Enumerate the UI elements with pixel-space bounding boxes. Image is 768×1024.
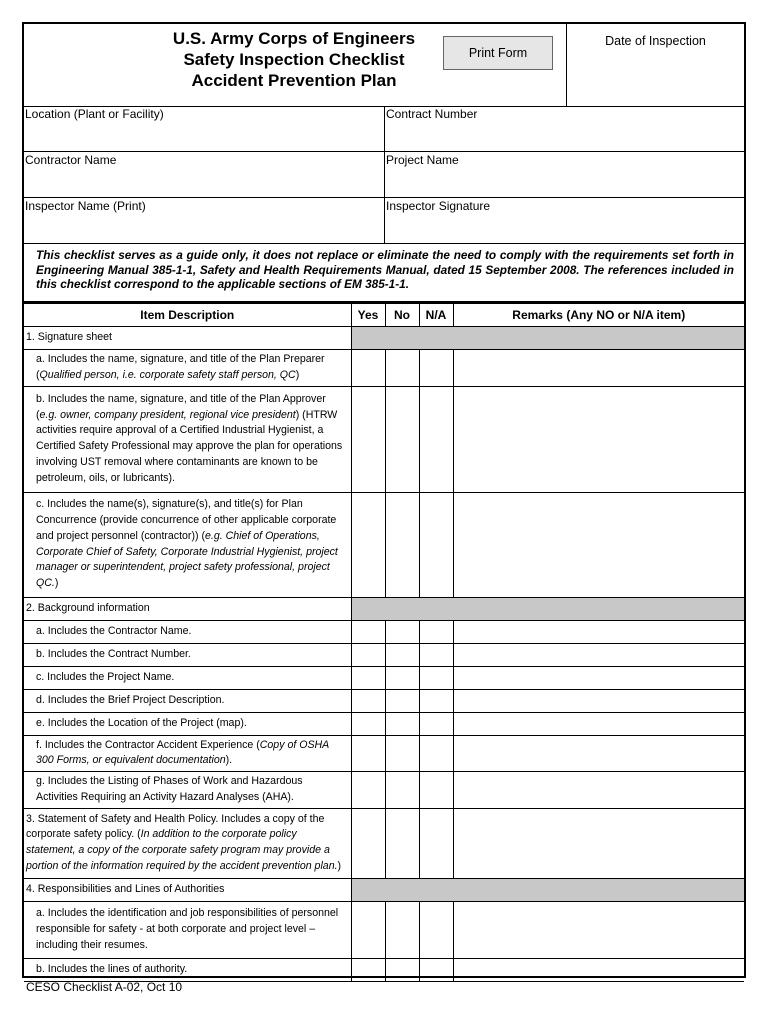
item-text-italic: Qualified person, i.e. corporate safety staff person, QC <box>39 368 296 381</box>
yes-cell[interactable] <box>351 643 385 666</box>
na-cell[interactable] <box>419 901 453 958</box>
item-text: f. Includes the Contractor Accident Experience ( <box>36 738 260 751</box>
table-row <box>24 958 744 981</box>
table-row <box>24 643 744 666</box>
table-row <box>24 901 744 958</box>
contract-number-input[interactable] <box>387 126 742 148</box>
item-description-header: Item Description <box>24 304 351 327</box>
item-text-italic: In addition to the corporate policy statement, a copy of the corporate safety program may provide a portion of the information required by the accident prevention plan. <box>26 828 338 873</box>
contractor-name-input[interactable] <box>26 172 382 194</box>
no-cell[interactable] <box>385 689 419 712</box>
yes-cell[interactable] <box>351 386 385 492</box>
inspector-signature-label: Inspector Signature <box>386 199 491 213</box>
section-title: 2. Background information <box>24 597 351 620</box>
na-cell[interactable] <box>419 350 453 387</box>
yes-cell[interactable] <box>351 901 385 958</box>
item-description <box>24 735 351 772</box>
na-cell[interactable] <box>419 689 453 712</box>
yes-cell[interactable] <box>351 689 385 712</box>
item-description: b. Includes the Contract Number. <box>24 643 351 666</box>
table-row <box>24 620 744 643</box>
project-name-input[interactable] <box>387 172 742 194</box>
na-cell[interactable] <box>419 958 453 981</box>
section-title: 4. Responsibilities and Lines of Authorities <box>24 878 351 901</box>
remarks-cell[interactable] <box>453 620 744 643</box>
inspector-name-input[interactable] <box>26 218 382 240</box>
table-row <box>24 808 744 878</box>
section-shading <box>351 597 744 620</box>
item-description: b. Includes the lines of authority. <box>24 958 351 981</box>
guidance-notice: This checklist serves as a guide only, it does not replace or eliminate the need to comply with the requirements set forth in Engineering Manual 385-1-1, Safety and Health Requirements Manual, dated 15 September 2008. The references included in this checklist correspond to the applicable sections of EM 385-1-1. <box>24 245 744 303</box>
remarks-cell[interactable] <box>453 772 744 809</box>
na-cell[interactable] <box>419 643 453 666</box>
form-header <box>24 24 744 107</box>
remarks-cell[interactable] <box>453 666 744 689</box>
no-cell[interactable] <box>385 643 419 666</box>
yes-cell[interactable] <box>351 735 385 772</box>
inspector-signature-input[interactable] <box>387 218 742 240</box>
title-line-1: U.S. Army Corps of Engineers <box>172 29 416 48</box>
item-text: c. Includes the name(s), signature(s), and title(s) for Plan Concurrence (provide concurrence of other applicable corporate and project personnel (contractor)) ( <box>36 498 337 542</box>
item-description: g. Includes the Listing of Phases of Work and Hazardous Activities Requiring an Activity Hazard Analyses (AHA). <box>24 772 351 809</box>
na-cell[interactable] <box>419 666 453 689</box>
na-cell[interactable] <box>419 808 453 878</box>
location-field[interactable] <box>24 106 385 152</box>
item-text: ) <box>295 368 300 381</box>
date-of-inspection-label: Date of Inspection <box>605 34 706 48</box>
remarks-cell[interactable] <box>453 808 744 878</box>
na-cell[interactable] <box>419 620 453 643</box>
yes-header: Yes <box>351 304 385 327</box>
item-description <box>24 808 351 878</box>
item-description: a. Includes the Contractor Name. <box>24 620 351 643</box>
table-row <box>24 386 744 492</box>
item-description <box>24 492 351 597</box>
date-of-inspection-field[interactable] <box>566 24 744 106</box>
item-description: e. Includes the Location of the Project (map). <box>24 712 351 735</box>
table-row <box>24 689 744 712</box>
remarks-cell[interactable] <box>453 901 744 958</box>
yes-cell[interactable] <box>351 666 385 689</box>
remarks-cell[interactable] <box>453 643 744 666</box>
no-cell[interactable] <box>385 712 419 735</box>
no-cell[interactable] <box>385 386 419 492</box>
yes-cell[interactable] <box>351 712 385 735</box>
no-cell[interactable] <box>385 772 419 809</box>
item-text: b. Includes the name, signature, and title of the Plan Approver ( <box>36 392 326 421</box>
na-cell[interactable] <box>419 712 453 735</box>
yes-cell[interactable] <box>351 772 385 809</box>
yes-cell[interactable] <box>351 808 385 878</box>
section-title: 1. Signature sheet <box>24 327 351 350</box>
no-header: No <box>385 304 419 327</box>
item-description <box>24 386 351 492</box>
item-text: ) (HTRW activities require approval of a Certified Industrial Hygienist, a Certified Safety Professional may approve the plan for operations involving UST removal where contaminants are known to be petroleum, oils, or lubricants). <box>36 408 343 484</box>
remarks-cell[interactable] <box>453 735 744 772</box>
title-line-2: Safety Inspection Checklist <box>183 50 405 69</box>
item-text-italic: e.g. Chief of Operations, Corporate Chief of Safety, Corporate Industrial Hygienist, project manager or superintendent, project safety professional, project QC. <box>36 529 338 590</box>
item-text-italic: e.g. owner, company president, regional vice president <box>39 408 296 421</box>
item-text: ) <box>337 860 342 873</box>
inspector-signature-field[interactable] <box>385 198 744 244</box>
item-text: ) <box>54 577 59 590</box>
remarks-cell[interactable] <box>453 492 744 597</box>
yes-cell[interactable] <box>351 350 385 387</box>
item-text: 3. Statement of Safety and Health Policy. Includes a copy of the corporate safety policy. ( <box>26 812 325 841</box>
yes-cell[interactable] <box>351 958 385 981</box>
table-header-row <box>24 304 744 327</box>
no-cell[interactable] <box>385 808 419 878</box>
na-header: N/A <box>419 304 453 327</box>
remarks-cell[interactable] <box>453 689 744 712</box>
na-cell[interactable] <box>419 772 453 809</box>
checklist-form <box>22 22 746 978</box>
project-name-label: Project Name <box>386 153 459 167</box>
form-footer: CESO Checklist A-02, Oct 10 <box>26 980 183 994</box>
table-row <box>24 666 744 689</box>
inspector-name-label: Inspector Name (Print) <box>25 199 146 213</box>
remarks-cell[interactable] <box>453 712 744 735</box>
no-cell[interactable] <box>385 958 419 981</box>
no-cell[interactable] <box>385 666 419 689</box>
location-input[interactable] <box>26 126 382 148</box>
contractor-name-label: Contractor Name <box>25 153 117 167</box>
item-text: ). <box>225 754 233 767</box>
contract-number-field[interactable] <box>385 106 744 152</box>
print-form-button[interactable]: Print Form <box>443 36 553 70</box>
location-label: Location (Plant or Facility) <box>25 107 164 121</box>
section-row-responsibilities <box>24 878 744 901</box>
item-description: a. Includes the identification and job responsibilities of personnel responsible for safety - at both corporate and project level – including their resumes. <box>24 901 351 958</box>
no-cell[interactable] <box>385 350 419 387</box>
item-description <box>24 350 351 387</box>
item-text: a. Includes the name, signature, and title of the Plan Preparer ( <box>36 353 325 381</box>
no-cell[interactable] <box>385 620 419 643</box>
title-line-3: Accident Prevention Plan <box>191 71 397 90</box>
table-row <box>24 772 744 809</box>
contractor-name-field[interactable] <box>24 152 385 198</box>
project-name-field[interactable] <box>385 152 744 198</box>
na-cell[interactable] <box>419 735 453 772</box>
table-row <box>24 735 744 772</box>
checklist-table <box>24 303 744 982</box>
section-shading <box>351 878 744 901</box>
item-description: d. Includes the Brief Project Description. <box>24 689 351 712</box>
remarks-cell[interactable] <box>453 386 744 492</box>
no-cell[interactable] <box>385 492 419 597</box>
contract-number-label: Contract Number <box>386 107 478 121</box>
item-text-italic: Copy of OSHA 300 Forms, or equivalent documentation <box>36 738 329 767</box>
section-row-background-information <box>24 597 744 620</box>
table-row <box>24 492 744 597</box>
remarks-cell[interactable] <box>453 350 744 387</box>
no-cell[interactable] <box>385 735 419 772</box>
na-cell[interactable] <box>419 386 453 492</box>
yes-cell[interactable] <box>351 492 385 597</box>
remarks-header: Remarks (Any NO or N/A item) <box>453 304 744 327</box>
table-row <box>24 350 744 387</box>
remarks-cell[interactable] <box>453 958 744 981</box>
na-cell[interactable] <box>419 492 453 597</box>
inspector-name-field[interactable] <box>24 198 385 244</box>
section-shading <box>351 327 744 350</box>
yes-cell[interactable] <box>351 620 385 643</box>
section-row-signature-sheet <box>24 327 744 350</box>
item-description: c. Includes the Project Name. <box>24 666 351 689</box>
no-cell[interactable] <box>385 901 419 958</box>
table-row <box>24 712 744 735</box>
